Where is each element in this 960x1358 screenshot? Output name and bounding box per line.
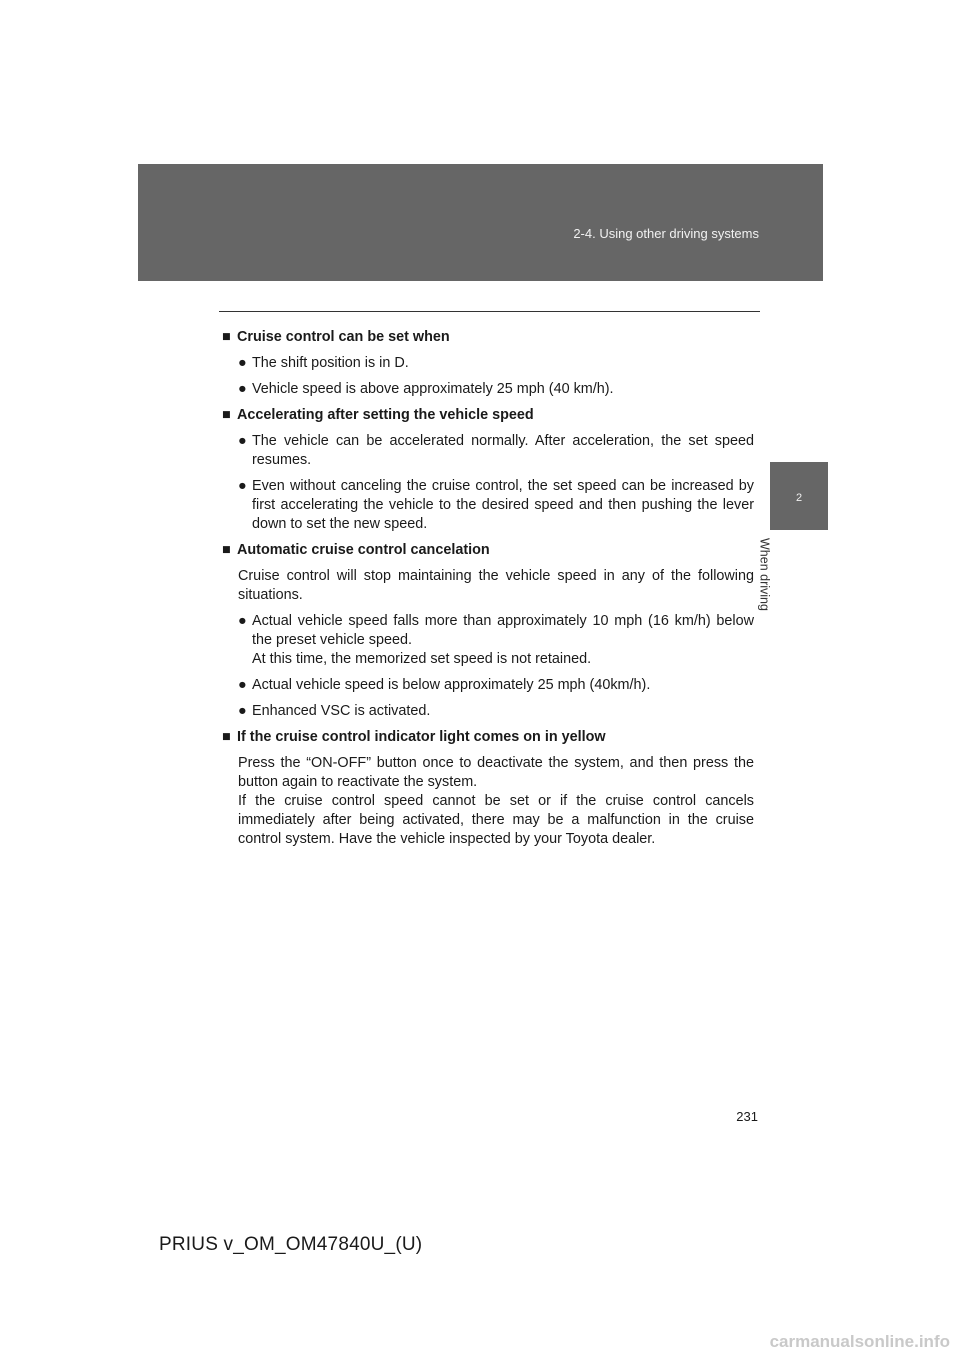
bullet-icon: ● <box>238 703 247 719</box>
square-marker-icon: ■ <box>222 407 231 423</box>
heading-text: Accelerating after setting the vehicle speed <box>237 407 534 423</box>
square-marker-icon: ■ <box>222 542 231 558</box>
list-item-text: Enhanced VSC is activated. <box>252 703 431 719</box>
list-item-text: Even without canceling the cruise control, the set speed can be increased by first accelerating the vehicle to the desired speed and then pushing the lever down to set the new speed. <box>252 478 754 532</box>
list-item <box>238 702 754 721</box>
chapter-number: 2 <box>795 492 803 504</box>
header-rule <box>219 311 760 312</box>
list-item-text: The shift position is in D. <box>252 355 409 371</box>
heading-text: Cruise control can be set when <box>237 329 450 345</box>
list-item <box>238 612 754 669</box>
section-intro-line: If the cruise control speed cannot be set or if the cruise control cancels immediately after being activated, there may be a malfunction in the cruise control system. Have the vehicle inspected by your Toyota dealer. <box>238 793 754 847</box>
section-intro: Cruise control will stop maintaining the vehicle speed in any of the following situations. <box>238 568 754 603</box>
heading-text: If the cruise control indicator light comes on in yellow <box>237 729 606 745</box>
chapter-tab[interactable] <box>770 462 828 530</box>
section-intro-line: Press the “ON-OFF” button once to deactivate the system, and then press the button again to reactivate the system. <box>238 755 754 790</box>
list-item <box>238 432 754 470</box>
square-marker-icon: ■ <box>222 729 231 745</box>
document-code: PRIUS v_OM_OM47840U_(U) <box>159 1234 423 1255</box>
section-intro <box>238 754 754 849</box>
section-heading <box>222 728 754 747</box>
bullet-icon: ● <box>238 355 247 371</box>
watermark-text: carmanualsonline.info <box>769 1332 950 1351</box>
list-item <box>238 380 754 399</box>
list-item-text: Actual vehicle speed is below approximately 25 mph (40km/h). <box>252 677 651 693</box>
section-heading <box>222 328 754 347</box>
bullet-icon: ● <box>238 677 247 693</box>
list-item-text: The vehicle can be accelerated normally. After acceleration, the set speed resumes. <box>252 433 754 468</box>
content-body <box>222 325 754 856</box>
section-title: 2-4. Using other driving systems <box>573 226 759 241</box>
heading-text: Automatic cruise control cancelation <box>237 542 490 558</box>
chapter-label-text: When driving <box>757 538 772 611</box>
list-item-text: Vehicle speed is above approximately 25 mph (40 km/h). <box>252 381 614 397</box>
bullet-icon: ● <box>238 613 247 629</box>
bullet-icon: ● <box>238 381 247 397</box>
header-band <box>138 164 823 281</box>
square-marker-icon: ■ <box>222 329 231 345</box>
chapter-label <box>757 538 811 628</box>
section-heading <box>222 406 754 425</box>
bullet-icon: ● <box>238 433 247 449</box>
list-item <box>238 676 754 695</box>
list-item-note: At this time, the memorized set speed is not retained. <box>252 651 592 667</box>
list-item <box>238 354 754 373</box>
list-item-text: Actual vehicle speed falls more than approximately 10 mph (16 km/h) below the preset vehicle speed. <box>252 613 754 648</box>
bullet-icon: ● <box>238 478 247 494</box>
list-item <box>238 477 754 534</box>
page-number: 231 <box>736 1109 758 1124</box>
section-heading <box>222 541 754 560</box>
